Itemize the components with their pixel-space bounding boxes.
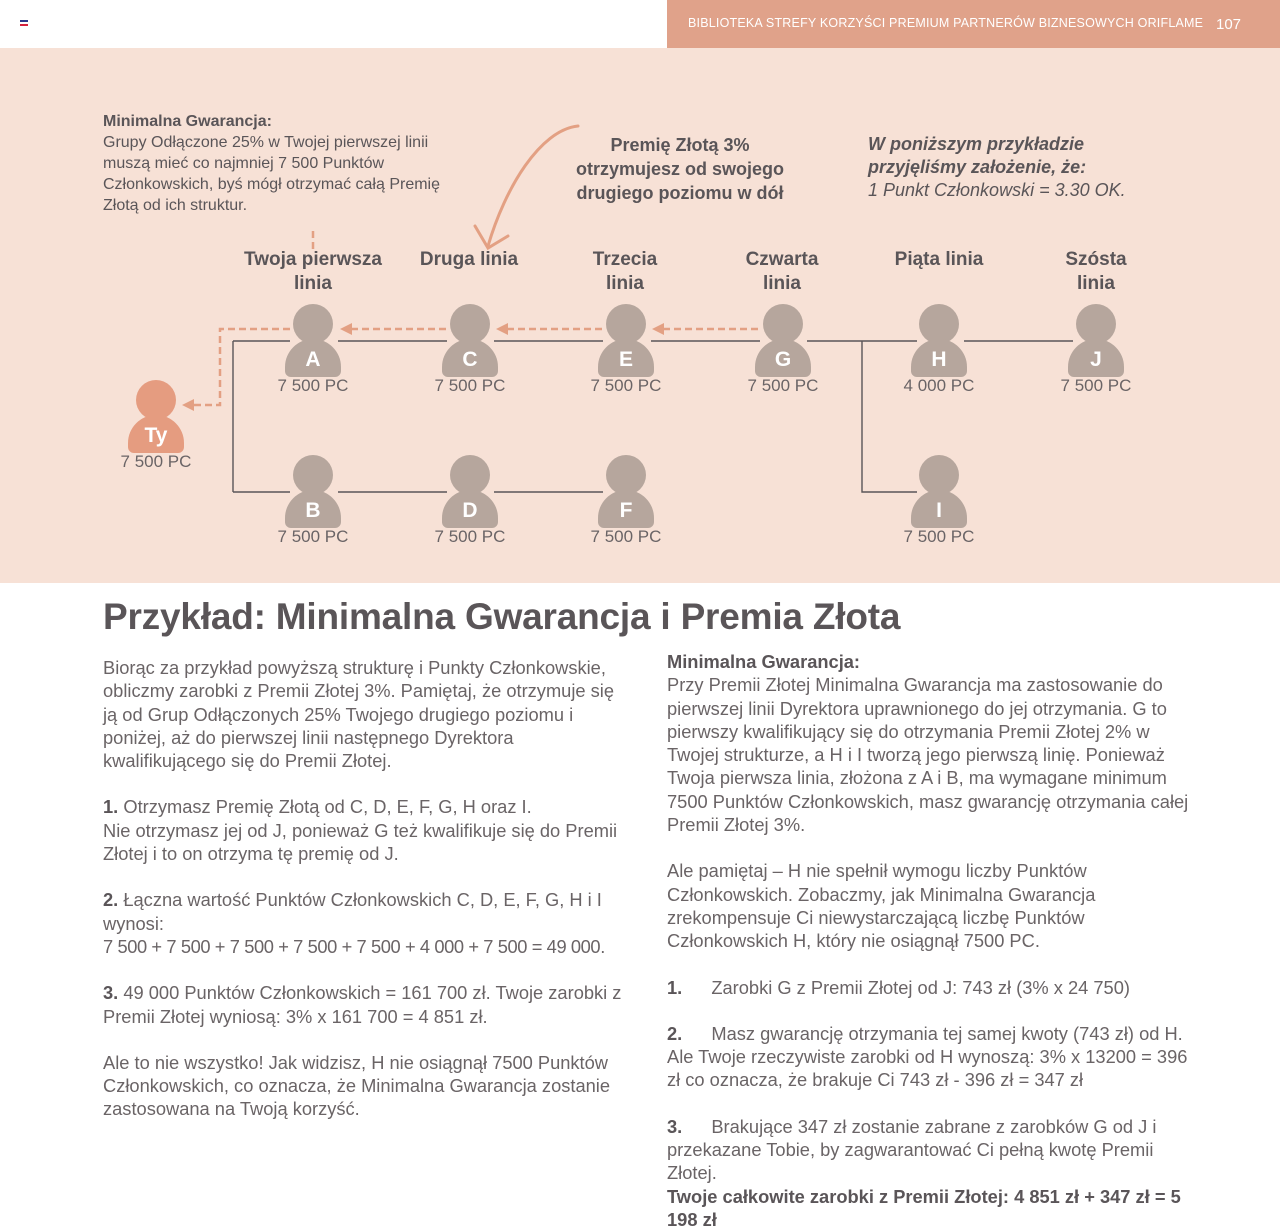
node-label: B <box>285 490 341 528</box>
node-pc: 7 500 PC <box>747 376 819 395</box>
closing-paragraph: Ale to nie wszystko! Jak widzisz, H nie osiągnął 7500 Punktów Członkowskich, co oznacza, że Minimalna Gwarancja zostanie zastosowana na Twoją korzyść. <box>103 1051 611 1120</box>
node-label: I <box>911 490 967 528</box>
node-label: D <box>442 490 498 528</box>
person-icon <box>450 304 490 344</box>
node-pc: 7 500 PC <box>277 527 349 546</box>
node-label: H <box>911 339 967 377</box>
page-title: Przykład: Minimalna Gwarancja i Premia Złota <box>103 596 901 637</box>
node-label: E <box>598 339 654 377</box>
point-text: 49 000 Punktów Członkowskich = 161 700 zł. Twoje zarobki z Premii Złotej wyniosą: 3% x 161 700 = 4 851 zł. <box>103 982 622 1027</box>
person-icon <box>606 304 646 344</box>
node-label: A <box>285 339 341 377</box>
min-guarantee-heading: Minimalna Gwarancja: <box>103 113 272 130</box>
assumption-heading: W poniższym przykładzie przyjęliśmy założenie, że: <box>868 134 1087 177</box>
point-text-continued: Nie otrzymasz jej od J, ponieważ G też kwalifikuje się do Premii Złotej i to on otrzyma tę premię od J. <box>103 819 618 865</box>
right-heading: Minimalna Gwarancja: <box>667 651 861 672</box>
node-label: G <box>755 339 811 377</box>
page-header <box>667 0 1280 48</box>
node-label: J <box>1068 339 1124 377</box>
node-pc: 4 000 PC <box>903 376 975 395</box>
right-column <box>667 650 1202 1231</box>
node-label: C <box>442 339 498 377</box>
assumption-text: 1 Punkt Członkowski = 3.30 OK. <box>868 180 1126 200</box>
step-text: Brakujące 347 zł zostanie zabrane z zarobków G od J i przekazane Tobie, by zagwarantować Ci pełną kwotę Premii Złotej. <box>667 1115 1157 1184</box>
label-fourth-line: Czwarta linia <box>745 249 819 294</box>
min-guarantee-note <box>103 111 443 216</box>
step-1 <box>667 976 1202 999</box>
connector-you-A-B <box>233 341 290 492</box>
left-column <box>103 656 623 1144</box>
node-label: F <box>598 490 654 528</box>
node-pc: 7 500 PC <box>590 527 662 546</box>
step-number: 2. <box>667 1022 683 1044</box>
person-icon <box>293 304 333 344</box>
node-pc: 7 500 PC <box>590 376 662 395</box>
node-label: Ty <box>128 415 184 453</box>
arrowhead-you <box>182 399 194 411</box>
point-number: 2. <box>103 889 119 911</box>
right-paragraph-2: Ale pamiętaj – H nie spełnił wymogu liczby Punktów Członkowskich. Zobaczmy, jak Minimalna Gwarancja zrekompensuje Ci niewystarczającą liczbę Punktów Członkowskich H, który nie osiągnął 7500 PC. <box>667 860 1096 952</box>
label-sixth-line: Szósta linia <box>1065 249 1127 294</box>
person-icon <box>136 380 176 420</box>
person-icon <box>1076 304 1116 344</box>
right-paragraph-1: Przy Premii Złotej Minimalna Gwarancja ma zastosowanie do pierwszej linii Dyrektora uprawnionego do jej otrzymania. G to pierwszy kwalifikujący się do otrzymania Premii Złotej 2% w Twojej strukturze, a H i I tworzą jego pierwszą linię. Ponieważ Twoja pierwsza linia, złożona z A i B, ma wymagane minimum 7500 Punktów Członkowskich, masz gwarancję otrzymania całej Premii Złotej 3%. <box>667 674 1189 836</box>
point-number: 1. <box>103 796 119 818</box>
arrowhead-C <box>496 323 508 335</box>
label-third-line: Trzecia linia <box>592 249 658 294</box>
person-icon <box>919 455 959 495</box>
point-number: 3. <box>103 982 119 1004</box>
step-3 <box>667 1115 1202 1231</box>
node-pc: 7 500 PC <box>434 527 506 546</box>
structure-diagram <box>0 48 1280 583</box>
connector-G-H-I <box>807 341 917 492</box>
total-earnings: Twoje całkowite zarobki z Premii Złotej: 4 851 zł + 347 zł = 5 198 zł <box>667 1185 1181 1230</box>
step-text: Zarobki G z Premii Złotej od J: 743 zł (3% x 24 750) <box>711 976 1130 998</box>
person-icon <box>763 304 803 344</box>
node-pc: 7 500 PC <box>434 376 506 395</box>
step-2 <box>667 1022 1202 1092</box>
point-text: Łączna wartość Punktów Członkowskich C, D, E, F, G, H i I wynosi: <box>103 889 602 934</box>
page-number: 107 <box>1216 16 1242 33</box>
node-pc: 7 500 PC <box>1060 376 1132 395</box>
person-icon <box>606 455 646 495</box>
node-pc: 7 500 PC <box>120 452 192 471</box>
label-second-line: Druga linia <box>419 249 519 270</box>
step-text: Masz gwarancję otrzymania tej samej kwoty (743 zł) od H. Ale Twoje rzeczywiste zarobki od H wynoszą: 3% x 13200 = 396 zł co oznacza, że brakuje Ci 743 zł - 396 zł = 347 zł <box>667 1022 1188 1091</box>
min-guarantee-text: Grupy Odłączone 25% w Twojej pierwszej linii muszą mieć co najmniej 7 500 Punktów Członkowskich, byś mógł otrzymać całą Premię Złotą od ich struktur. <box>103 134 440 214</box>
point-2 <box>103 888 623 958</box>
person-icon <box>293 455 333 495</box>
sum-formula: 7 500 + 7 500 + 7 500 + 7 500 + 7 500 + 4 000 + 7 500 = 49 000. <box>103 935 605 957</box>
node-pc: 7 500 PC <box>277 376 349 395</box>
point-1 <box>103 795 623 865</box>
person-icon <box>919 304 959 344</box>
header-title: BIBLIOTEKA STREFY KORZYŚCI PREMIUM PARTNERÓW BIZNESOWYCH ORIFLAME <box>688 16 1204 30</box>
gold-bonus-note: Premię Złotą 3% otrzymujesz od swojego drugiego poziomu w dół <box>575 135 785 203</box>
step-number: 1. <box>667 976 683 998</box>
label-fifth-line: Piąta linia <box>894 249 984 270</box>
point-text: Otrzymasz Premię Złotą od C, D, E, F, G, H oraz I. <box>123 796 532 818</box>
arrowhead-A <box>340 323 352 335</box>
flag-icon <box>20 20 28 26</box>
arrowhead-E <box>652 323 664 335</box>
label-first-line: Twoja pierwsza linia <box>244 249 382 294</box>
intro-paragraph: Biorąc za przykład powyższą strukturę i Punkty Członkowskie, obliczmy zarobki z Premii Złotej 3%. Pamiętaj, że otrzymuje się ją od Grup Odłączonych 25% Twojego drugiego poziomu i poniżej, aż do pierwszej linii następnego Dyrektora kwalifikującego się do Premii Złotej. <box>103 657 615 772</box>
point-3 <box>103 981 623 1028</box>
node-pc: 7 500 PC <box>903 527 975 546</box>
step-number: 3. <box>667 1115 683 1137</box>
assumption-note <box>868 133 1168 202</box>
person-icon <box>450 455 490 495</box>
